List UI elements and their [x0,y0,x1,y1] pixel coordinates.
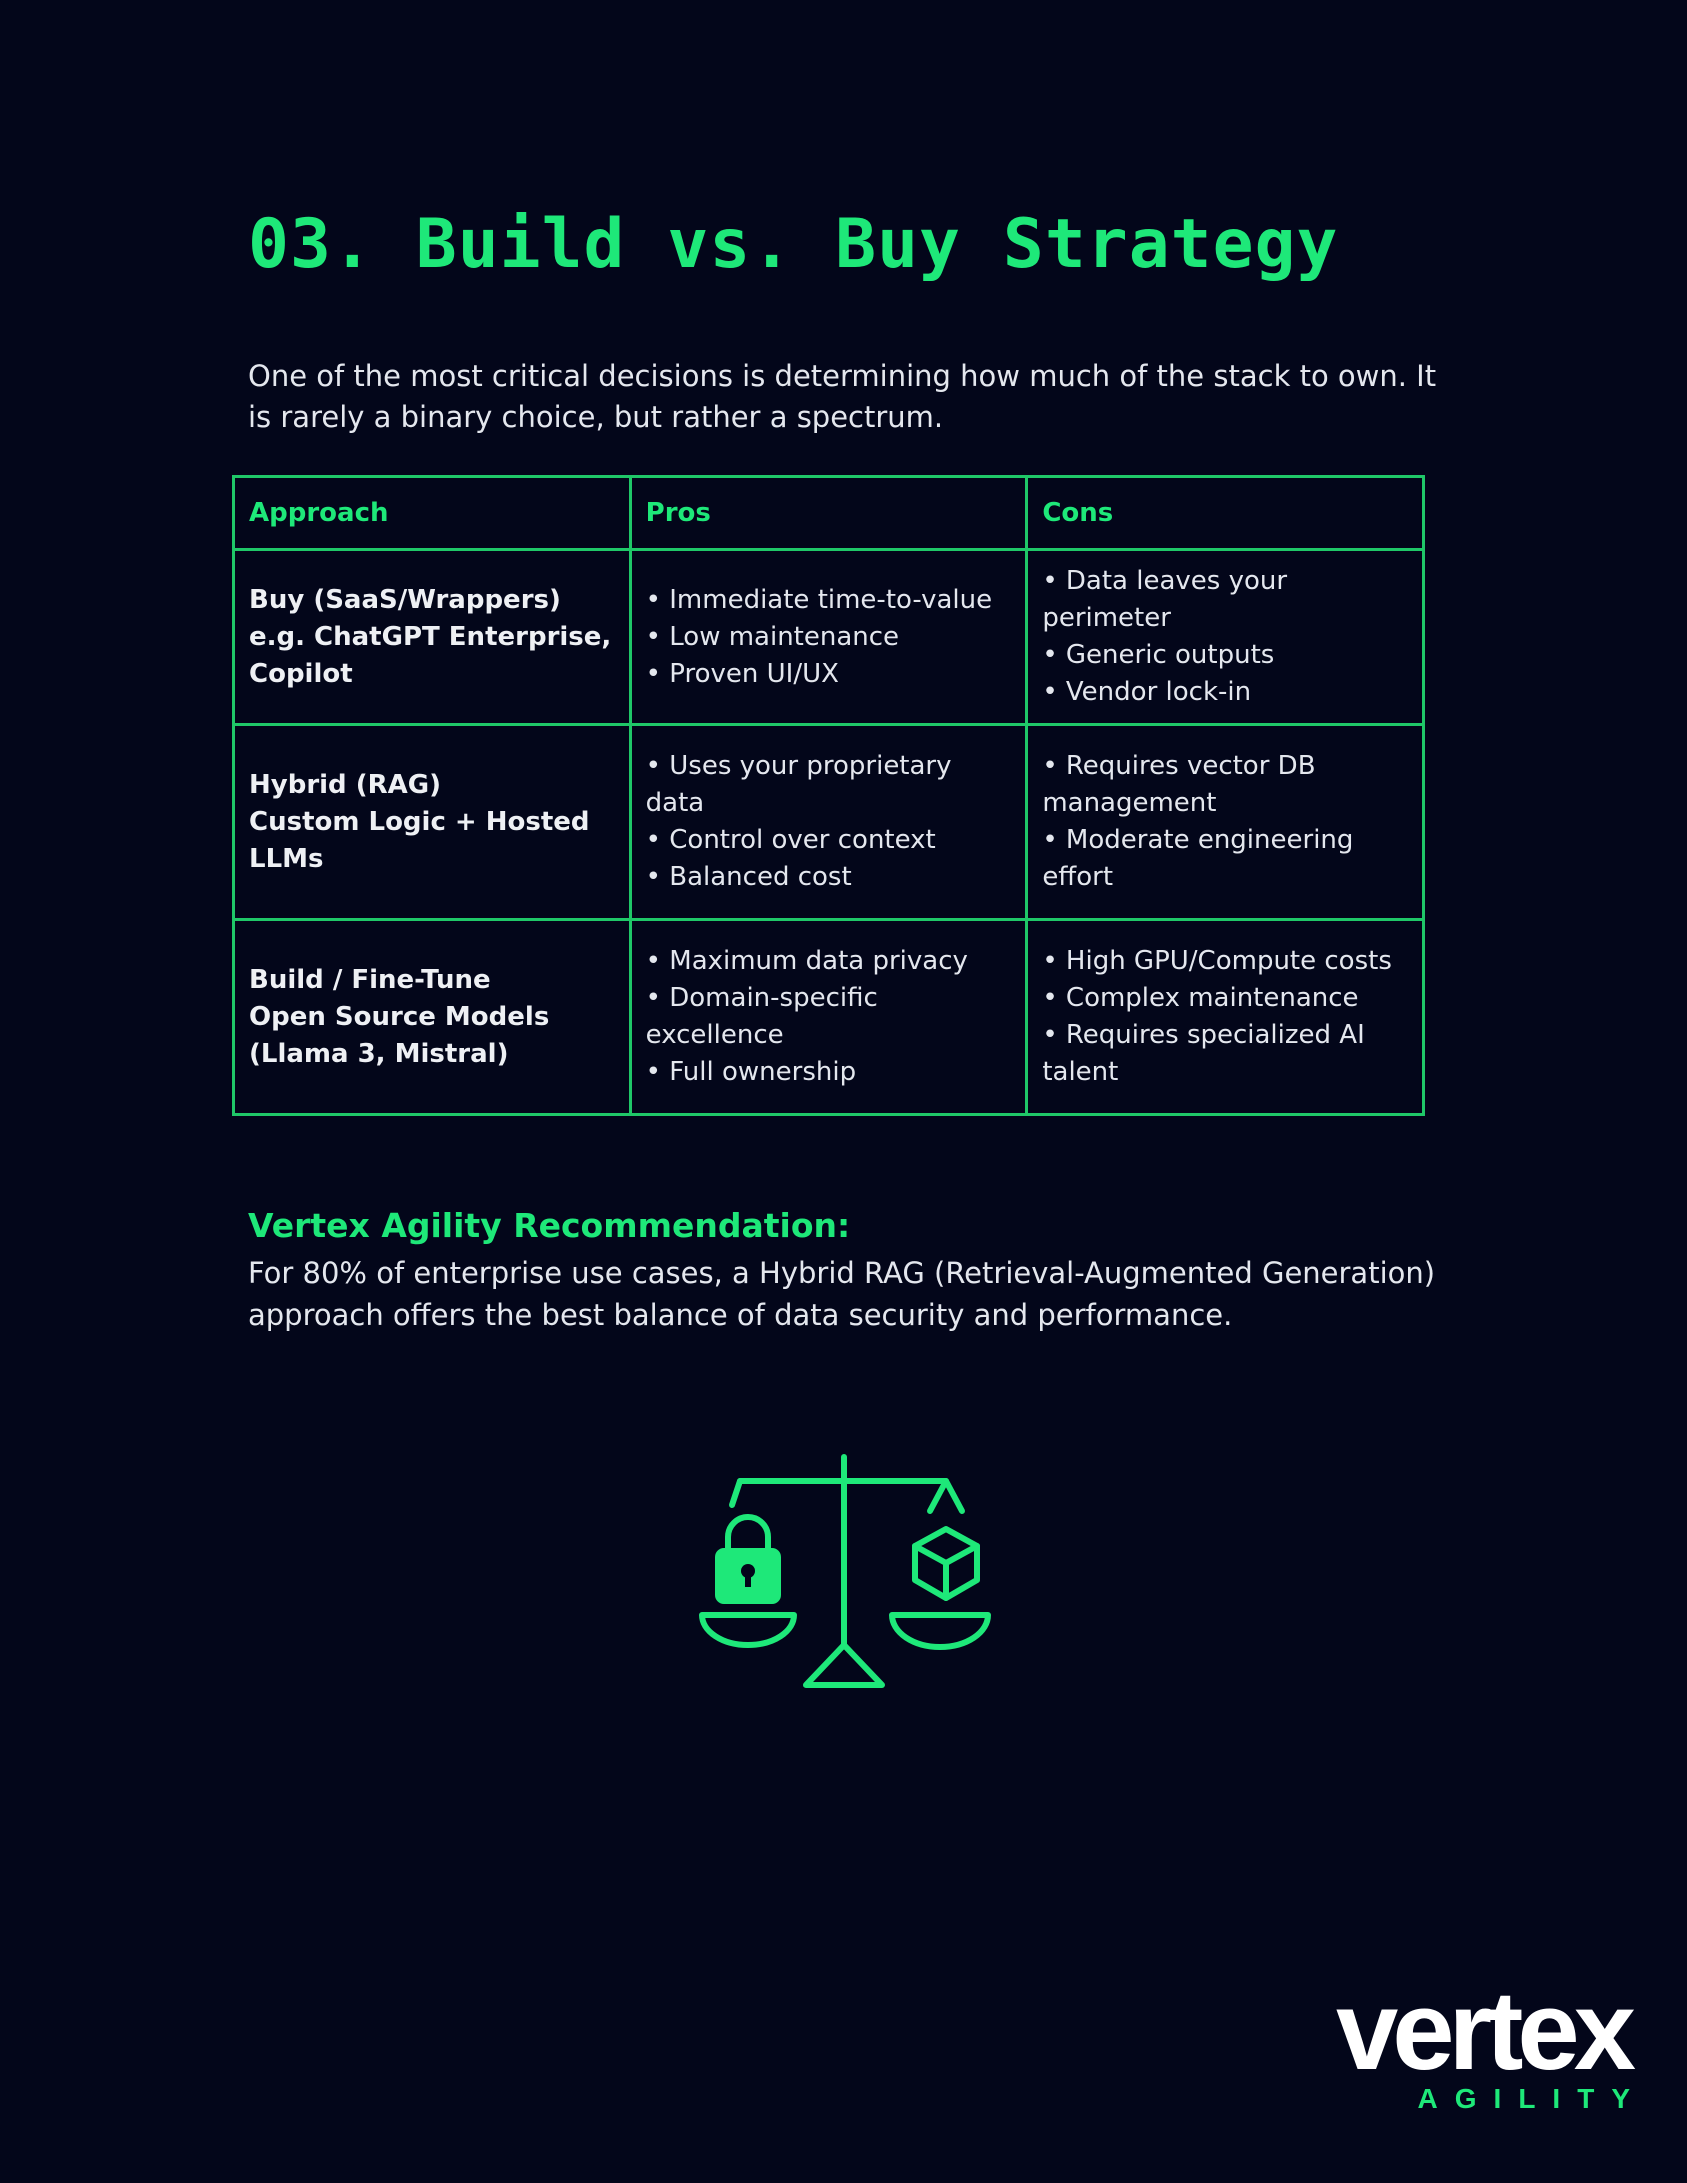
table-row [234,725,1424,920]
approach-name: Buy (SaaS/Wrappers) [249,584,561,615]
intro-paragraph: One of the most critical decisions is determining how much of the stack to own. It is rarely a binary choice, but rather a spectrum. [248,359,1437,434]
vertex-agility-logo [1310,1968,1647,2125]
padlock-icon [718,1517,778,1601]
page-title: 03. Build vs. Buy Strategy [248,205,1339,284]
list-item: • Requires vector DB management [1042,751,1316,818]
pros-cell [630,920,1027,1115]
cube-icon [915,1529,977,1598]
approach-cell [234,920,631,1115]
pros-cell [630,550,1027,725]
list-item: • Moderate engineering effort [1042,825,1354,892]
approach-name: Build / Fine-Tune [249,964,491,995]
balance-scale-icon [690,1445,1000,1695]
header-pros: Pros [630,477,1027,550]
comparison-table [232,475,1425,1116]
list-item: • Full ownership [645,1057,857,1087]
approach-cell [234,550,631,725]
approach-detail: Custom Logic + Hosted LLMs [249,806,590,874]
list-item: • Proven UI/UX [645,658,839,689]
pros-cell [630,725,1027,920]
list-item: • Domain-specific excellence [645,983,878,1050]
list-item: • Complex maintenance [1042,983,1359,1013]
logo-wordmark: vertex [1335,1968,1630,2093]
logo-subtitle: AGILITY [1417,2083,1647,2114]
list-item: • Control over context [645,825,936,855]
table-header-row [234,477,1424,550]
list-item: • Balanced cost [645,862,852,892]
recommendation-body: For 80% of enterprise use cases, a Hybrid RAG (Retrieval-Augmented Generation) approach offers the best balance of data security and performance. [248,1256,1436,1332]
recommendation-title: Vertex Agility Recommendation: [248,1206,851,1245]
list-item: • Low maintenance [645,621,900,652]
list-item: • Generic outputs [1042,640,1275,670]
approach-name: Hybrid (RAG) [249,769,441,800]
table-row [234,920,1424,1115]
cons-cell [1027,920,1424,1115]
list-item: • Immediate time-to-value [645,584,993,615]
list-item: • Data leaves your perimeter [1042,566,1288,633]
header-approach: Approach [234,477,631,550]
list-item: • Uses your proprietary data [645,751,952,818]
list-item: • Requires specialized AI talent [1042,1020,1365,1087]
list-item: • Vendor lock-in [1042,677,1252,707]
list-item: • Maximum data privacy [645,946,968,976]
cons-cell [1027,725,1424,920]
table-row [234,550,1424,725]
list-item: • High GPU/Compute costs [1042,946,1392,976]
approach-detail: Open Source Models (Llama 3, Mistral) [249,1001,550,1069]
header-cons: Cons [1027,477,1424,550]
cons-cell [1027,550,1424,725]
approach-cell [234,725,631,920]
approach-detail: e.g. ChatGPT Enterprise, Copilot [249,621,612,689]
